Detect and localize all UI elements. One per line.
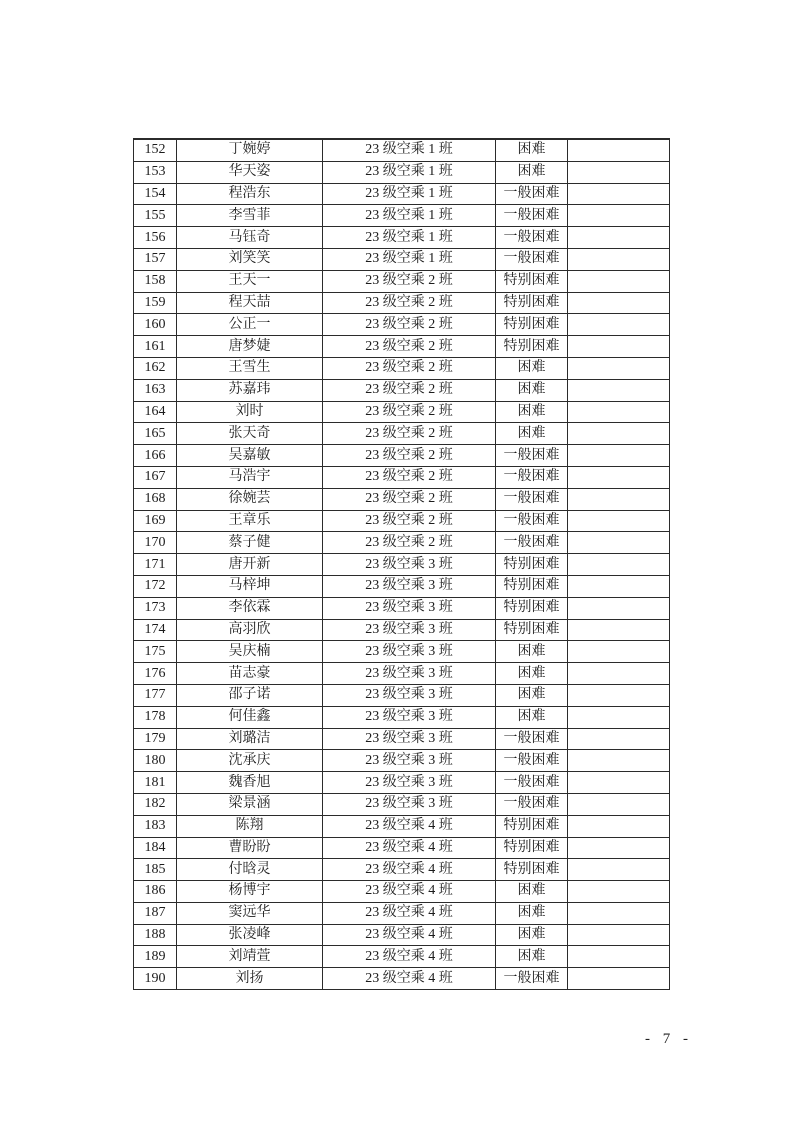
cell-class-name: 23 级空乘 4 班 xyxy=(323,837,496,859)
cell-class-name: 23 级空乘 4 班 xyxy=(323,968,496,990)
cell-student-name: 马钰奇 xyxy=(177,227,323,249)
cell-student-name: 唐梦婕 xyxy=(177,336,323,358)
cell-difficulty-level: 困难 xyxy=(496,902,568,924)
cell-student-name: 华天姿 xyxy=(177,161,323,183)
cell-difficulty-level: 困难 xyxy=(496,161,568,183)
cell-blank xyxy=(568,161,670,183)
cell-blank xyxy=(568,793,670,815)
cell-blank xyxy=(568,575,670,597)
cell-class-name: 23 级空乘 2 班 xyxy=(323,488,496,510)
cell-student-name: 杨博宇 xyxy=(177,881,323,903)
cell-difficulty-level: 一般困难 xyxy=(496,227,568,249)
table-row xyxy=(134,227,670,249)
cell-difficulty-level: 特别困难 xyxy=(496,575,568,597)
cell-row-number: 163 xyxy=(134,379,177,401)
table-row xyxy=(134,248,670,270)
cell-blank xyxy=(568,597,670,619)
cell-blank xyxy=(568,815,670,837)
cell-class-name: 23 级空乘 4 班 xyxy=(323,815,496,837)
cell-blank xyxy=(568,510,670,532)
cell-class-name: 23 级空乘 3 班 xyxy=(323,750,496,772)
table-row xyxy=(134,205,670,227)
cell-blank xyxy=(568,445,670,467)
table-row xyxy=(134,793,670,815)
cell-student-name: 陈翔 xyxy=(177,815,323,837)
cell-student-name: 徐婉芸 xyxy=(177,488,323,510)
cell-difficulty-level: 特别困难 xyxy=(496,815,568,837)
table-row xyxy=(134,532,670,554)
cell-row-number: 190 xyxy=(134,968,177,990)
cell-student-name: 李雪菲 xyxy=(177,205,323,227)
cell-student-name: 唐开新 xyxy=(177,554,323,576)
table-row xyxy=(134,815,670,837)
cell-row-number: 165 xyxy=(134,423,177,445)
cell-difficulty-level: 一般困难 xyxy=(496,532,568,554)
cell-blank xyxy=(568,466,670,488)
cell-row-number: 189 xyxy=(134,946,177,968)
cell-difficulty-level: 特别困难 xyxy=(496,314,568,336)
cell-blank xyxy=(568,357,670,379)
cell-row-number: 158 xyxy=(134,270,177,292)
table-row xyxy=(134,924,670,946)
cell-difficulty-level: 一般困难 xyxy=(496,750,568,772)
table-row xyxy=(134,161,670,183)
cell-student-name: 刘时 xyxy=(177,401,323,423)
cell-blank xyxy=(568,379,670,401)
cell-class-name: 23 级空乘 1 班 xyxy=(323,227,496,249)
cell-class-name: 23 级空乘 2 班 xyxy=(323,336,496,358)
cell-blank xyxy=(568,902,670,924)
cell-blank xyxy=(568,641,670,663)
cell-difficulty-level: 一般困难 xyxy=(496,968,568,990)
cell-student-name: 王天一 xyxy=(177,270,323,292)
cell-row-number: 159 xyxy=(134,292,177,314)
table-row xyxy=(134,597,670,619)
cell-blank xyxy=(568,183,670,205)
cell-class-name: 23 级空乘 3 班 xyxy=(323,663,496,685)
cell-difficulty-level: 一般困难 xyxy=(496,488,568,510)
cell-row-number: 183 xyxy=(134,815,177,837)
cell-student-name: 刘扬 xyxy=(177,968,323,990)
cell-blank xyxy=(568,619,670,641)
cell-row-number: 169 xyxy=(134,510,177,532)
cell-row-number: 156 xyxy=(134,227,177,249)
table-row xyxy=(134,292,670,314)
cell-difficulty-level: 一般困难 xyxy=(496,445,568,467)
table-row xyxy=(134,663,670,685)
cell-difficulty-level: 困难 xyxy=(496,881,568,903)
cell-row-number: 188 xyxy=(134,924,177,946)
cell-blank xyxy=(568,270,670,292)
cell-row-number: 178 xyxy=(134,706,177,728)
cell-class-name: 23 级空乘 2 班 xyxy=(323,532,496,554)
cell-class-name: 23 级空乘 4 班 xyxy=(323,924,496,946)
table-row xyxy=(134,314,670,336)
table-row xyxy=(134,336,670,358)
table-row xyxy=(134,466,670,488)
cell-difficulty-level: 一般困难 xyxy=(496,205,568,227)
table-row xyxy=(134,270,670,292)
cell-blank xyxy=(568,314,670,336)
cell-row-number: 170 xyxy=(134,532,177,554)
cell-student-name: 吴嘉敏 xyxy=(177,445,323,467)
cell-row-number: 166 xyxy=(134,445,177,467)
student-roster-table xyxy=(133,138,670,990)
cell-difficulty-level: 一般困难 xyxy=(496,183,568,205)
table-row xyxy=(134,401,670,423)
cell-student-name: 何佳鑫 xyxy=(177,706,323,728)
cell-class-name: 23 级空乘 3 班 xyxy=(323,554,496,576)
cell-student-name: 窦远华 xyxy=(177,902,323,924)
cell-student-name: 蔡子健 xyxy=(177,532,323,554)
cell-blank xyxy=(568,423,670,445)
cell-row-number: 171 xyxy=(134,554,177,576)
cell-student-name: 沈承庆 xyxy=(177,750,323,772)
cell-student-name: 苏嘉玮 xyxy=(177,379,323,401)
cell-row-number: 173 xyxy=(134,597,177,619)
cell-blank xyxy=(568,663,670,685)
cell-class-name: 23 级空乘 3 班 xyxy=(323,684,496,706)
cell-student-name: 程天喆 xyxy=(177,292,323,314)
cell-difficulty-level: 困难 xyxy=(496,684,568,706)
cell-difficulty-level: 一般困难 xyxy=(496,772,568,794)
cell-class-name: 23 级空乘 2 班 xyxy=(323,445,496,467)
cell-class-name: 23 级空乘 3 班 xyxy=(323,641,496,663)
cell-difficulty-level: 特别困难 xyxy=(496,837,568,859)
cell-student-name: 马浩宇 xyxy=(177,466,323,488)
table-row xyxy=(134,357,670,379)
cell-blank xyxy=(568,924,670,946)
table-row xyxy=(134,684,670,706)
page-number: - 7 - xyxy=(645,1031,689,1047)
cell-class-name: 23 级空乘 2 班 xyxy=(323,314,496,336)
cell-blank xyxy=(568,837,670,859)
cell-difficulty-level: 特别困难 xyxy=(496,270,568,292)
cell-difficulty-level: 困难 xyxy=(496,663,568,685)
cell-student-name: 高羽欣 xyxy=(177,619,323,641)
cell-blank xyxy=(568,532,670,554)
cell-student-name: 刘笑笑 xyxy=(177,248,323,270)
cell-row-number: 152 xyxy=(134,139,177,161)
roster-table-body xyxy=(134,139,670,990)
cell-class-name: 23 级空乘 2 班 xyxy=(323,401,496,423)
cell-blank xyxy=(568,772,670,794)
cell-difficulty-level: 困难 xyxy=(496,357,568,379)
cell-blank xyxy=(568,728,670,750)
cell-difficulty-level: 困难 xyxy=(496,401,568,423)
cell-row-number: 167 xyxy=(134,466,177,488)
table-row xyxy=(134,728,670,750)
cell-student-name: 李依霖 xyxy=(177,597,323,619)
cell-difficulty-level: 一般困难 xyxy=(496,728,568,750)
cell-row-number: 175 xyxy=(134,641,177,663)
cell-difficulty-level: 特别困难 xyxy=(496,859,568,881)
cell-row-number: 182 xyxy=(134,793,177,815)
cell-row-number: 172 xyxy=(134,575,177,597)
cell-student-name: 付晗灵 xyxy=(177,859,323,881)
cell-student-name: 公正一 xyxy=(177,314,323,336)
cell-row-number: 164 xyxy=(134,401,177,423)
cell-row-number: 157 xyxy=(134,248,177,270)
cell-blank xyxy=(568,227,670,249)
cell-row-number: 176 xyxy=(134,663,177,685)
cell-blank xyxy=(568,968,670,990)
table-row xyxy=(134,619,670,641)
cell-row-number: 181 xyxy=(134,772,177,794)
cell-student-name: 刘靖萱 xyxy=(177,946,323,968)
cell-student-name: 张凌峰 xyxy=(177,924,323,946)
cell-class-name: 23 级空乘 2 班 xyxy=(323,270,496,292)
cell-class-name: 23 级空乘 3 班 xyxy=(323,793,496,815)
cell-class-name: 23 级空乘 3 班 xyxy=(323,706,496,728)
cell-blank xyxy=(568,706,670,728)
cell-difficulty-level: 困难 xyxy=(496,379,568,401)
cell-blank xyxy=(568,205,670,227)
cell-blank xyxy=(568,881,670,903)
cell-difficulty-level: 特别困难 xyxy=(496,554,568,576)
cell-student-name: 吴庆楠 xyxy=(177,641,323,663)
table-row xyxy=(134,881,670,903)
cell-class-name: 23 级空乘 1 班 xyxy=(323,161,496,183)
cell-row-number: 161 xyxy=(134,336,177,358)
cell-difficulty-level: 特别困难 xyxy=(496,336,568,358)
table-row xyxy=(134,488,670,510)
table-row xyxy=(134,859,670,881)
table-row xyxy=(134,139,670,161)
cell-difficulty-level: 困难 xyxy=(496,924,568,946)
cell-class-name: 23 级空乘 1 班 xyxy=(323,139,496,161)
cell-blank xyxy=(568,554,670,576)
cell-class-name: 23 级空乘 1 班 xyxy=(323,205,496,227)
cell-blank xyxy=(568,684,670,706)
cell-blank xyxy=(568,488,670,510)
table-row xyxy=(134,946,670,968)
cell-class-name: 23 级空乘 3 班 xyxy=(323,597,496,619)
cell-student-name: 苗志豪 xyxy=(177,663,323,685)
cell-class-name: 23 级空乘 3 班 xyxy=(323,772,496,794)
cell-row-number: 186 xyxy=(134,881,177,903)
cell-class-name: 23 级空乘 4 班 xyxy=(323,859,496,881)
table-row xyxy=(134,510,670,532)
cell-difficulty-level: 一般困难 xyxy=(496,510,568,532)
table-row xyxy=(134,554,670,576)
cell-difficulty-level: 一般困难 xyxy=(496,248,568,270)
table-row xyxy=(134,379,670,401)
cell-class-name: 23 级空乘 4 班 xyxy=(323,902,496,924)
cell-class-name: 23 级空乘 4 班 xyxy=(323,881,496,903)
cell-class-name: 23 级空乘 2 班 xyxy=(323,292,496,314)
cell-difficulty-level: 困难 xyxy=(496,423,568,445)
cell-student-name: 王雪生 xyxy=(177,357,323,379)
cell-class-name: 23 级空乘 1 班 xyxy=(323,248,496,270)
cell-blank xyxy=(568,859,670,881)
cell-blank xyxy=(568,401,670,423)
cell-class-name: 23 级空乘 4 班 xyxy=(323,946,496,968)
cell-student-name: 程浩东 xyxy=(177,183,323,205)
cell-student-name: 丁婉婷 xyxy=(177,139,323,161)
cell-student-name: 刘璐洁 xyxy=(177,728,323,750)
table-row xyxy=(134,968,670,990)
cell-row-number: 180 xyxy=(134,750,177,772)
cell-row-number: 185 xyxy=(134,859,177,881)
cell-class-name: 23 级空乘 2 班 xyxy=(323,423,496,445)
table-row xyxy=(134,750,670,772)
cell-blank xyxy=(568,139,670,161)
cell-student-name: 梁景涵 xyxy=(177,793,323,815)
table-row xyxy=(134,183,670,205)
cell-difficulty-level: 特别困难 xyxy=(496,292,568,314)
cell-blank xyxy=(568,248,670,270)
table-row xyxy=(134,641,670,663)
cell-student-name: 邵子诺 xyxy=(177,684,323,706)
cell-row-number: 168 xyxy=(134,488,177,510)
cell-difficulty-level: 困难 xyxy=(496,946,568,968)
cell-student-name: 马梓坤 xyxy=(177,575,323,597)
cell-row-number: 153 xyxy=(134,161,177,183)
cell-class-name: 23 级空乘 3 班 xyxy=(323,728,496,750)
cell-row-number: 184 xyxy=(134,837,177,859)
cell-difficulty-level: 困难 xyxy=(496,139,568,161)
cell-difficulty-level: 一般困难 xyxy=(496,466,568,488)
cell-difficulty-level: 特别困难 xyxy=(496,597,568,619)
cell-difficulty-level: 特别困难 xyxy=(496,619,568,641)
table-row xyxy=(134,902,670,924)
cell-student-name: 魏香旭 xyxy=(177,772,323,794)
cell-row-number: 154 xyxy=(134,183,177,205)
table-row xyxy=(134,772,670,794)
cell-row-number: 160 xyxy=(134,314,177,336)
cell-row-number: 187 xyxy=(134,902,177,924)
table-row xyxy=(134,837,670,859)
cell-student-name: 曹盼盼 xyxy=(177,837,323,859)
cell-class-name: 23 级空乘 1 班 xyxy=(323,183,496,205)
cell-difficulty-level: 一般困难 xyxy=(496,793,568,815)
cell-class-name: 23 级空乘 3 班 xyxy=(323,575,496,597)
cell-class-name: 23 级空乘 2 班 xyxy=(323,510,496,532)
cell-class-name: 23 级空乘 2 班 xyxy=(323,357,496,379)
cell-difficulty-level: 困难 xyxy=(496,706,568,728)
cell-row-number: 177 xyxy=(134,684,177,706)
cell-row-number: 155 xyxy=(134,205,177,227)
cell-student-name: 张天奇 xyxy=(177,423,323,445)
table-row xyxy=(134,445,670,467)
cell-row-number: 162 xyxy=(134,357,177,379)
cell-row-number: 174 xyxy=(134,619,177,641)
cell-blank xyxy=(568,292,670,314)
cell-blank xyxy=(568,946,670,968)
cell-class-name: 23 级空乘 3 班 xyxy=(323,619,496,641)
cell-class-name: 23 级空乘 2 班 xyxy=(323,379,496,401)
cell-student-name: 王章乐 xyxy=(177,510,323,532)
cell-blank xyxy=(568,750,670,772)
cell-row-number: 179 xyxy=(134,728,177,750)
table-row xyxy=(134,423,670,445)
table-row xyxy=(134,706,670,728)
table-row xyxy=(134,575,670,597)
cell-difficulty-level: 困难 xyxy=(496,641,568,663)
cell-blank xyxy=(568,336,670,358)
cell-class-name: 23 级空乘 2 班 xyxy=(323,466,496,488)
